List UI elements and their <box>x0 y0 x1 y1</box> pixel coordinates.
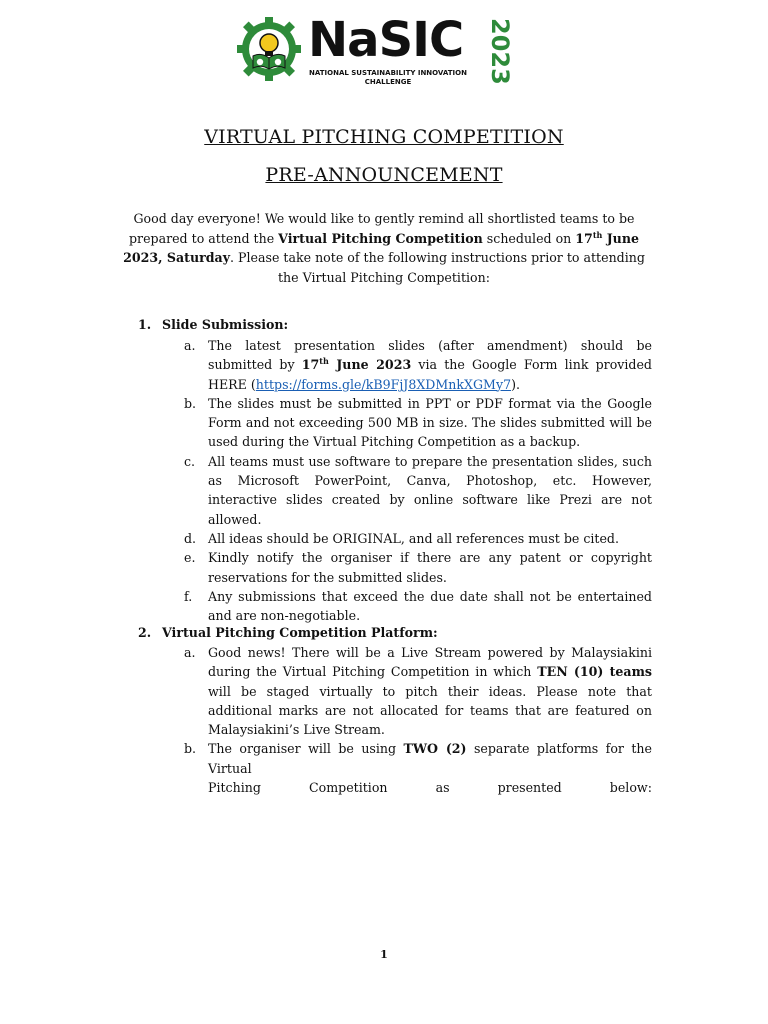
list-item: e. Kindly notify the organiser if there are any patent or copyright reservations for the submitted slides. <box>184 550 652 585</box>
list-item: b. The slides must be submitted in PPT or PDF format via the Google Form and not exceeding 500 MB in size. The slides submitted will be used during the Virtual Pitching Competition as a backup. <box>184 395 652 450</box>
google-form-link[interactable]: https://forms.gle/kB9FjJ8XDMnkXGMy7 <box>255 376 512 392</box>
gear-lightbulb-logo-icon <box>236 16 302 82</box>
list-item: a. Good news! There will be a Live Stream powered by Malaysiakini during the Virtual Pitching Competition in which TEN (10) teams will be staged virtually to pitch their ideas. Please note that additional marks are not allocated for teams that are featured on Malaysiakini’s Live Stream. <box>184 645 652 738</box>
document-title: VIRTUAL PITCHING COMPETITION <box>204 126 564 148</box>
event-name: Virtual Pitching Competition <box>278 230 483 246</box>
slide-submission-list <box>182 336 652 625</box>
page-number: 1 <box>380 948 388 961</box>
list-item: f. Any submissions that exceed the due date shall not be entertained and are non-negotiable. <box>184 588 652 624</box>
logo-wordmark: NaSIC <box>308 12 464 68</box>
intro-paragraph: Good day everyone! We would like to gently remind all shortlisted teams to be prepared to attend the Virtual Pitching Competition scheduled on 17th June 2023, Saturday. Please take note of the following instructions prior to attending the Virtual Pitching Competition: <box>123 211 645 285</box>
document-subtitle: PRE-ANNOUNCEMENT <box>265 164 503 186</box>
platform-list <box>182 643 652 797</box>
list-item: c. All teams must use software to prepare the presentation slides, such as Microsoft PowerPoint, Canva, Photoshop, etc. However, interactive slides created by online software like Prezi are not allowed. <box>184 453 652 527</box>
list-item: d. All ideas should be ORIGINAL, and all references must be cited. <box>184 530 620 546</box>
list-item: b. The organiser will be using TWO (2) separate platforms for the Virtual Pitching Competition as presented below: <box>184 741 652 796</box>
list-item: a. The latest presentation slides (after amendment) should be submitted by 17th June 2023 via the Google Form link provided HERE (https://forms.gle/kB9FjJ8XDMnkXGMy7). <box>184 338 652 392</box>
event-date: 17th June 2023, Saturday <box>123 229 640 265</box>
section-heading-slide-submission: 1. Slide Submission: <box>138 317 289 332</box>
logo-tagline: NATIONAL SUSTAINABILITY INNOVATION CHALLENGE <box>309 69 467 86</box>
svg-text:2023: 2023 <box>486 18 514 85</box>
nasic-logo <box>236 12 514 86</box>
logo-year <box>470 16 514 85</box>
section-heading-platform: 2. Virtual Pitching Competition Platform: <box>138 625 438 640</box>
